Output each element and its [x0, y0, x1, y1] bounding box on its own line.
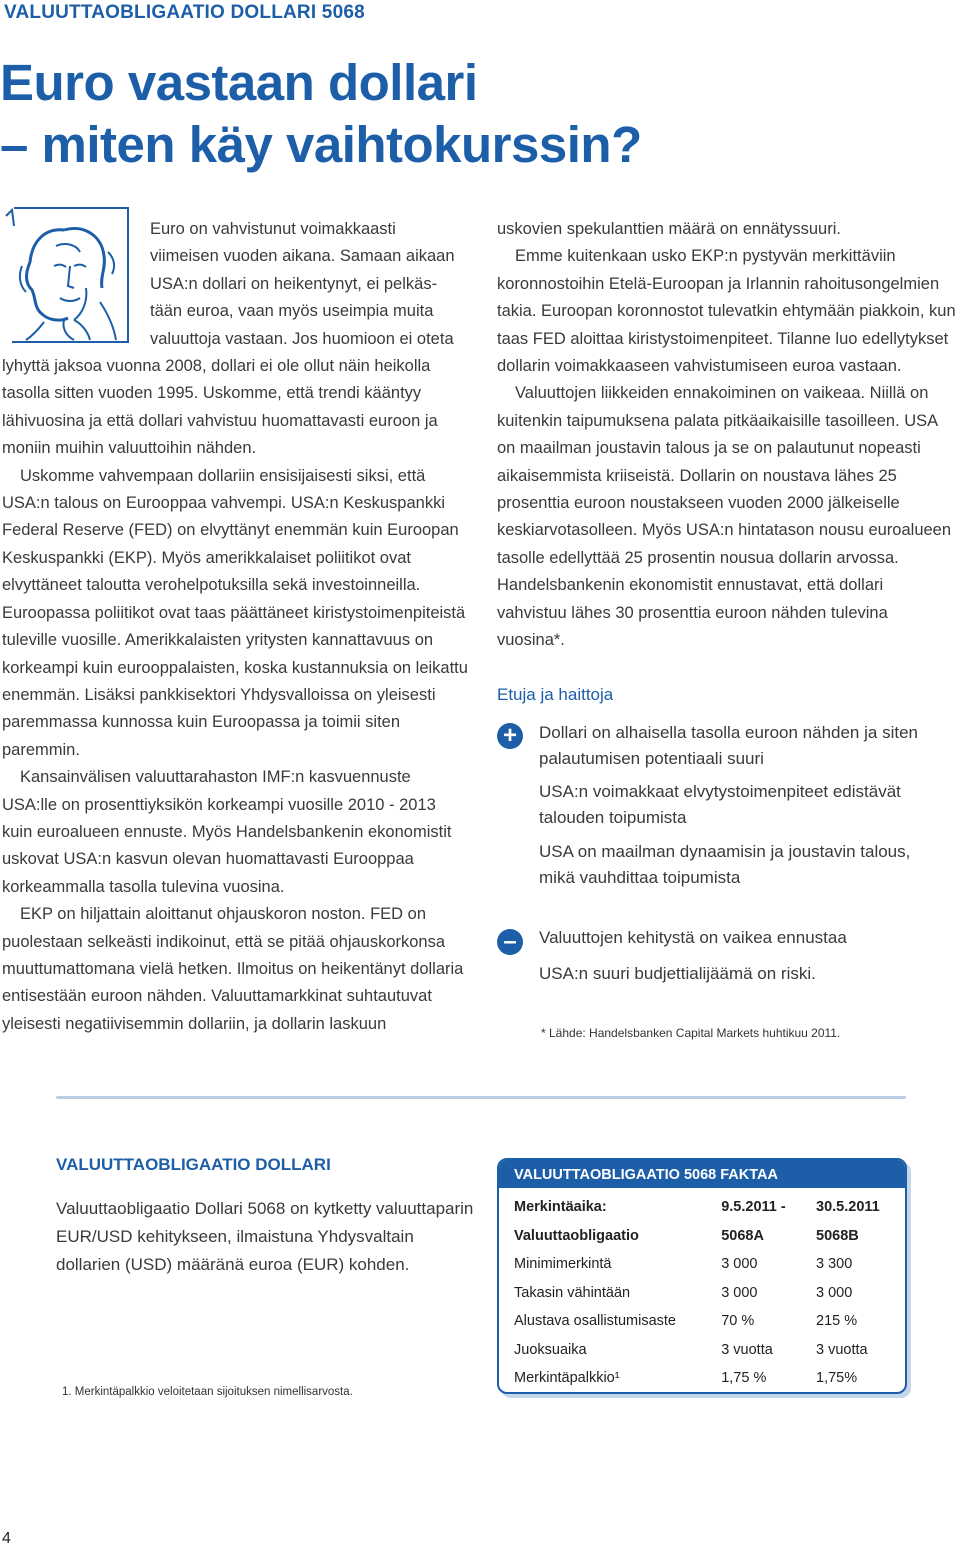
right-text-column	[497, 216, 957, 655]
intro-inset-line: Euro on vahvistunut voimakkaasti	[150, 220, 396, 238]
intro-inset-line: tään euroa, vaan myös useimpia muita	[150, 302, 434, 321]
table-row	[514, 1193, 905, 1222]
table-row	[514, 1364, 905, 1393]
body-paragraph: Emme kuitenkaan usko EKP:n pystyvän merkittäviin koronnostoihin Etelä-Euroopan ja Irlannin rahoitusongelmien takia. Euroopan koronnostot tulevatkin ehtymään piakkoin, kun taas FED aloittaa kiristystoimenpiteet. Tilanne luo edellytykset dollarin voimakkaaseen vahvistumiseen euroa vastaan.	[497, 247, 956, 376]
pro-item: USA:n voimakkaat elvytystoimenpiteet edistävät talouden toipumista	[539, 782, 901, 827]
page-title	[0, 52, 642, 176]
facts-table	[514, 1193, 905, 1393]
facts-label: Minimimerkintä	[514, 1256, 612, 1273]
intro-inset-line: USA:n dollari on heikentynyt, ei pelkäs-	[150, 274, 438, 293]
body-paragraph: EKP on hiljattain aloittanut ohjauskoron noston. FED on puolestaan selkeästi indikoinut, että se pitää ohjauskorkonsa muuttumattomana vielä hetken. Ilmoitus on heikentänyt dollaria entisestään euroon nähden. Valuuttamarkkinat suhtautuvat yleisesti negatiivisemmin dollariin, ja dollarin laskuun	[2, 905, 464, 1033]
minus-icon: –	[497, 929, 523, 955]
facts-value-b: 30.5.2011	[816, 1199, 880, 1216]
fee-footnote: 1. Merkintäpalkkio veloitetaan sijoituksen nimellisarvosta.	[62, 1386, 353, 1398]
body-paragraph: Uskomme vahvempaan dollariin ensisijaisesti siksi, että USA:n talous on Eurooppaa vahvempi. USA:n Keskuspankki Federal Reserve (FED) on elvyttänyt enemmän kuin Euroopan Keskuspankki (EKP). Myös amerikkalaiset poliitikot ovat elvyttäneet taloutta verohelpotuksilla sekä investoinneilla. Euroopassa poliitikot ovat taas päättäneet kiristystoimenpiteistä tuleville vuosille. Amerikkalaisten yritysten kannattavuus on korkeampi kuin eurooppalaisten, koska kustannuksia on leikattu enemmän. Lisäksi pankkisektori Yhdysvalloissa on yleisesti paremmassa kunnossa kuin Euroopassa ja toimii siten paremmin.	[2, 466, 468, 759]
pro-item: Dollari on alhaisella tasolla euroon nähden ja siten palautumisen potentiaali suuri	[539, 723, 918, 768]
facts-heading: VALUUTTAOBLIGAATIO 5068 FAKTAA	[499, 1160, 905, 1188]
page-number: 4	[2, 1530, 11, 1547]
body-paragraph: Kansainvälisen valuuttarahaston IMF:n kasvuennuste USA:lle on prosenttiyksikön korkeampi vuosille 2010 - 2013 kuin euroalueen ennuste. Myös Handelsbankenin ekonomistit uskovat USA:n kasvun olevan huomattavasti Eurooppaa korkeammalla tasolla tulevina vuosina.	[2, 768, 452, 896]
intro-inset-line: viimeisen vuoden aikana. Samaan aikaan	[150, 247, 455, 266]
con-item: USA:n suuri budjettialijäämä on riski.	[539, 964, 816, 983]
info-text: Valuuttaobligaatio Dollari 5068 on kytketty valuuttaparin EUR/USD kehitykseen, ilmaistuna Yhdysvaltain dollarien (USD) määränä euroa (EUR) kohden.	[56, 1199, 474, 1274]
pros-cons-heading: Etuja ja haittoja	[497, 685, 614, 704]
body-paragraph: Valuuttojen liikkeiden ennakoiminen on vaikeaa. Niillä on kuitenkin taipumuksena palata pitkäaikaisille tasoilleen. USA on maailman joustavin talous ja se on palautunut nopeasti aikaisemmista kriiseistä. Dollarin on noustava lähes 25 prosenttia euroon noustakseen vuoden 2000 jälkeiselle keskiarvotasolleen. Myös USA:n hintatason nousu euroalueen tasolle edellyttää 25 prosentin nousua dollarin arvossa. Handelsbankenin ekonomistit ennustavat, että dollari vahvistuu lähes 30 prosenttia euroon nähden tulevina vuosina*.	[497, 384, 952, 650]
table-row	[514, 1222, 905, 1251]
title-line-2: – miten käy vaihtokurssin?	[0, 116, 642, 173]
table-row	[514, 1336, 905, 1365]
plus-icon: +	[497, 723, 523, 749]
facts-value-a: 3 000	[721, 1256, 758, 1273]
intro-paragraph-continued: lyhyttä jaksoa vuonna 2008, dollari ei ole ollut näin heikolla tasolla sitten vuoden 1995. Uskomme, että trendi kääntyy lähivuosina ja että dollari vahvistuu huomattavasti euroon ja moniin muihin valuuttoihin nähden.	[2, 357, 438, 458]
facts-value-a: 9.5.2011 -	[721, 1199, 786, 1216]
facts-value-a: 3 000	[721, 1284, 758, 1301]
table-row	[514, 1250, 905, 1279]
table-row	[514, 1307, 905, 1336]
body-paragraph: uskovien spekulanttien määrä on ennätyssuuri.	[497, 220, 841, 238]
table-row	[514, 1279, 905, 1308]
info-heading: VALUUTTAOBLIGAATIO DOLLARI	[56, 1155, 331, 1174]
facts-value-b: 1,75%	[816, 1370, 858, 1387]
facts-value-a: 3 vuotta	[721, 1341, 773, 1358]
facts-value-b: 3 300	[816, 1256, 853, 1273]
title-line-1: Euro vastaan dollari	[0, 54, 478, 111]
intro-inset-line: valuuttoja vastaan. Jos huomioon ei oteta	[150, 329, 454, 348]
pro-item: USA on maailman dynaamisin ja joustavin talous, mikä vauhdittaa toipumista	[539, 842, 911, 887]
source-footnote: * Lähde: Handelsbanken Capital Markets huhtikuu 2011.	[541, 1026, 841, 1040]
series-kicker: VALUUTTAOBLIGAATIO DOLLARI 5068	[4, 2, 365, 23]
facts-label: Alustava osallistumisaste	[514, 1313, 676, 1330]
facts-label: Valuuttaobligaatio	[514, 1227, 639, 1244]
section-divider	[56, 1096, 906, 1099]
facts-value-b: 3 vuotta	[816, 1341, 868, 1358]
facts-box	[497, 1158, 907, 1394]
facts-label: Merkintäpalkkio¹	[514, 1370, 620, 1387]
con-item: Valuuttojen kehitystä on vaikea ennustaa	[539, 928, 847, 947]
facts-value-a: 5068A	[721, 1227, 764, 1244]
left-text-column	[2, 216, 468, 1038]
facts-value-b: 3 000	[816, 1284, 853, 1301]
facts-label: Juoksuaika	[514, 1341, 587, 1358]
facts-label: Takasin vähintään	[514, 1284, 631, 1301]
facts-value-b: 5068B	[816, 1227, 859, 1244]
facts-value-a: 1,75 %	[721, 1370, 767, 1387]
facts-value-a: 70 %	[721, 1313, 755, 1330]
facts-label: Merkintäaika:	[514, 1199, 607, 1216]
facts-value-b: 215 %	[816, 1313, 858, 1330]
